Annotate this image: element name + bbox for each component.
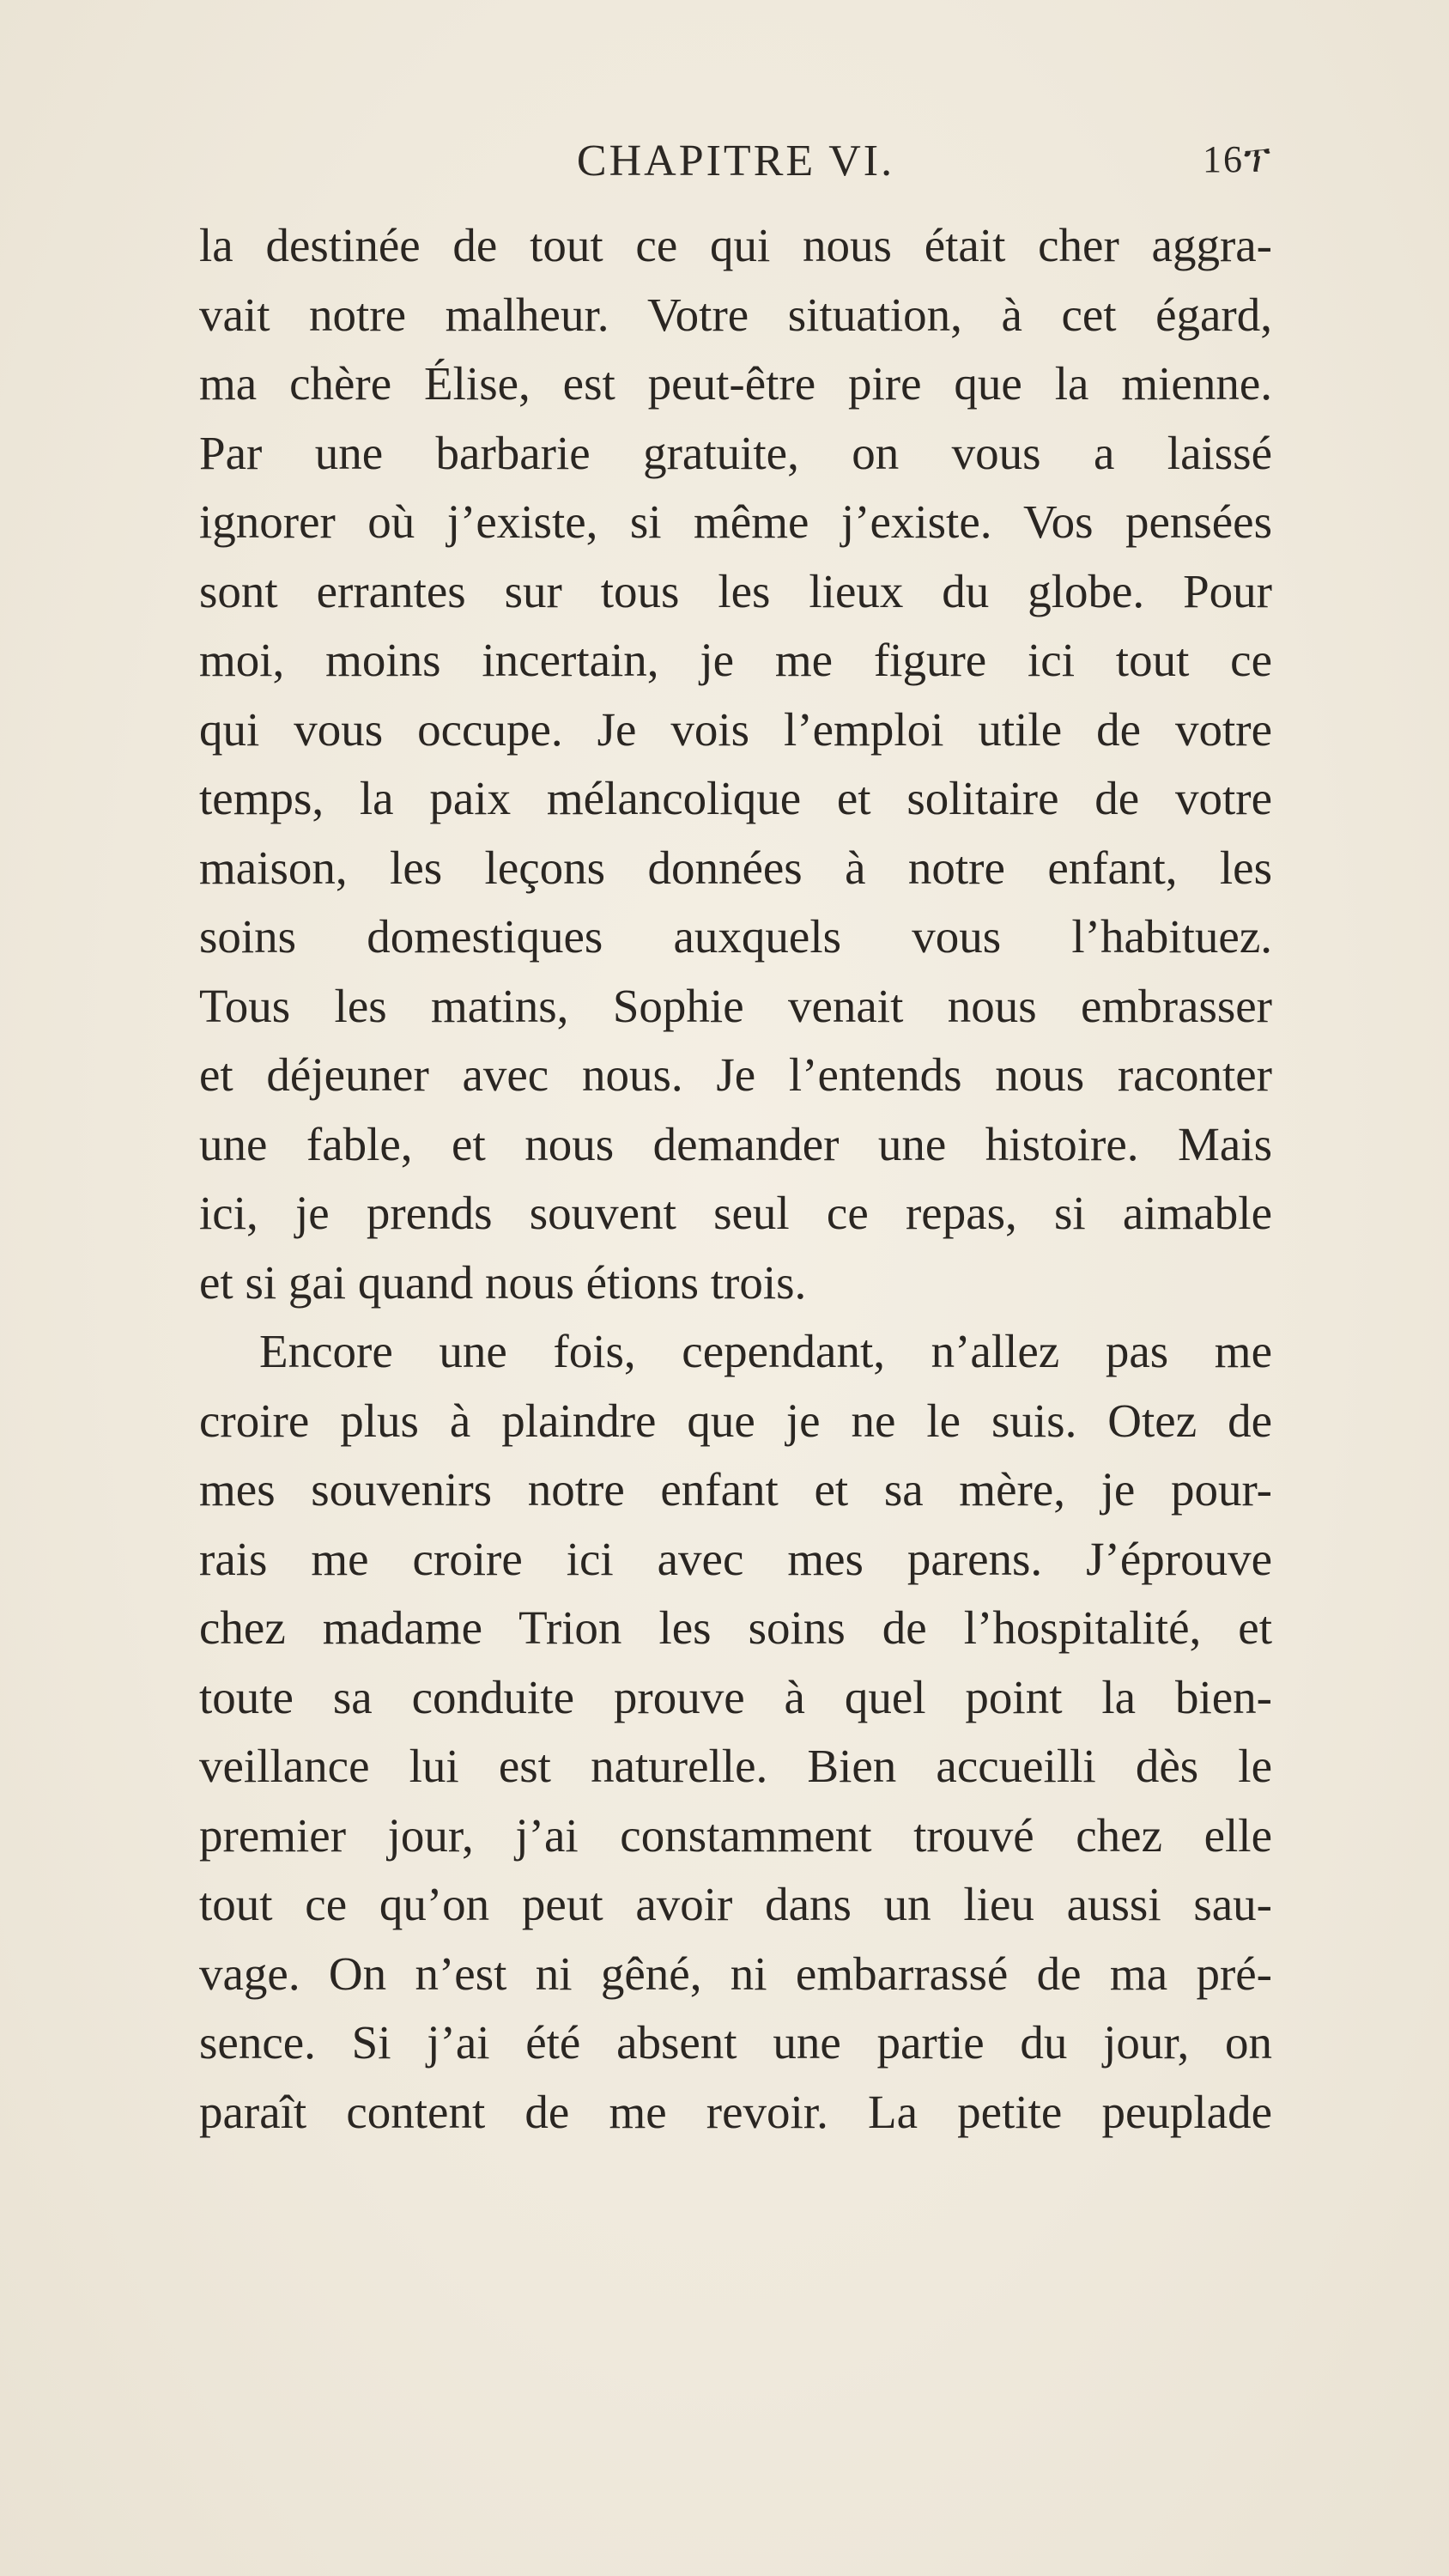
text-line: qui vous occupe. Je vois l’emploi utile de votre xyxy=(199,702,1272,756)
text-line: vait notre malheur. Votre situation, à cet égard, xyxy=(199,288,1272,341)
text-line: ignorer où j’existe, si même j’existe. Vos pensées xyxy=(199,495,1272,548)
text-line: paraît content de me revoir. La petite peuplade xyxy=(199,2085,1272,2138)
text-line: une fable, et nous demander une histoire. Mais xyxy=(199,1117,1272,1170)
text-line: chez madame Trion les soins de l’hospitalité, et xyxy=(199,1601,1272,1654)
text-line-paragraph-end: et si gai quand nous étions trois. xyxy=(199,1255,807,1309)
body-text xyxy=(199,211,1272,2147)
running-head xyxy=(199,136,1272,196)
text-line: et déjeuner avec nous. Je l’entends nous raconter xyxy=(199,1048,1272,1101)
text-line: la destinée de tout ce qui nous était cher aggra- xyxy=(199,219,1272,271)
chapter-title: CHAPITRE VI. xyxy=(576,137,895,185)
text-line: vage. On n’est ni gêné, ni embarrassé de ma pré- xyxy=(199,1947,1272,2000)
page-number: 16ፕ xyxy=(1203,138,1272,180)
text-line: mes souvenirs notre enfant et sa mère, je pour- xyxy=(199,1463,1272,1516)
text-line: moi, moins incertain, je me figure ici tout ce xyxy=(199,634,1272,686)
text-line: veillance lui est naturelle. Bien accueilli dès le xyxy=(199,1740,1272,1792)
text-line: maison, les leçons données à notre enfant, les xyxy=(199,841,1272,894)
text-line: temps, la paix mélancolique et solitaire de votre xyxy=(199,772,1272,824)
text-line: tout ce qu’on peut avoir dans un lieu aussi sau- xyxy=(199,1878,1272,1930)
text-line: soins domestiques auxquels vous l’habituez. xyxy=(199,910,1272,963)
text-line: croire plus à plaindre que je ne le suis. Otez de xyxy=(199,1394,1272,1447)
text-line: sont errantes sur tous les lieux du globe. Pour xyxy=(199,564,1272,617)
text-line: toute sa conduite prouve à quel point la bien- xyxy=(199,1670,1272,1723)
text-line: Tous les matins, Sophie venait nous embrasser xyxy=(199,979,1272,1032)
text-line: premier jour, j’ai constamment trouvé chez elle xyxy=(199,1808,1272,1862)
text-line: ma chère Élise, est peut-être pire que la mienne. xyxy=(199,357,1272,410)
text-line: rais me croire ici avec mes parens. J’éprouve xyxy=(199,1532,1272,1585)
text-line: sence. Si j’ai été absent une partie du jour, on xyxy=(199,2016,1272,2069)
text-line: Par une barbarie gratuite, on vous a laissé xyxy=(199,426,1272,479)
text-line-paragraph-start: Encore une fois, cependant, n’allez pas me xyxy=(259,1325,1272,1377)
text-line: ici, je prends souvent seul ce repas, si aimable xyxy=(199,1187,1272,1239)
